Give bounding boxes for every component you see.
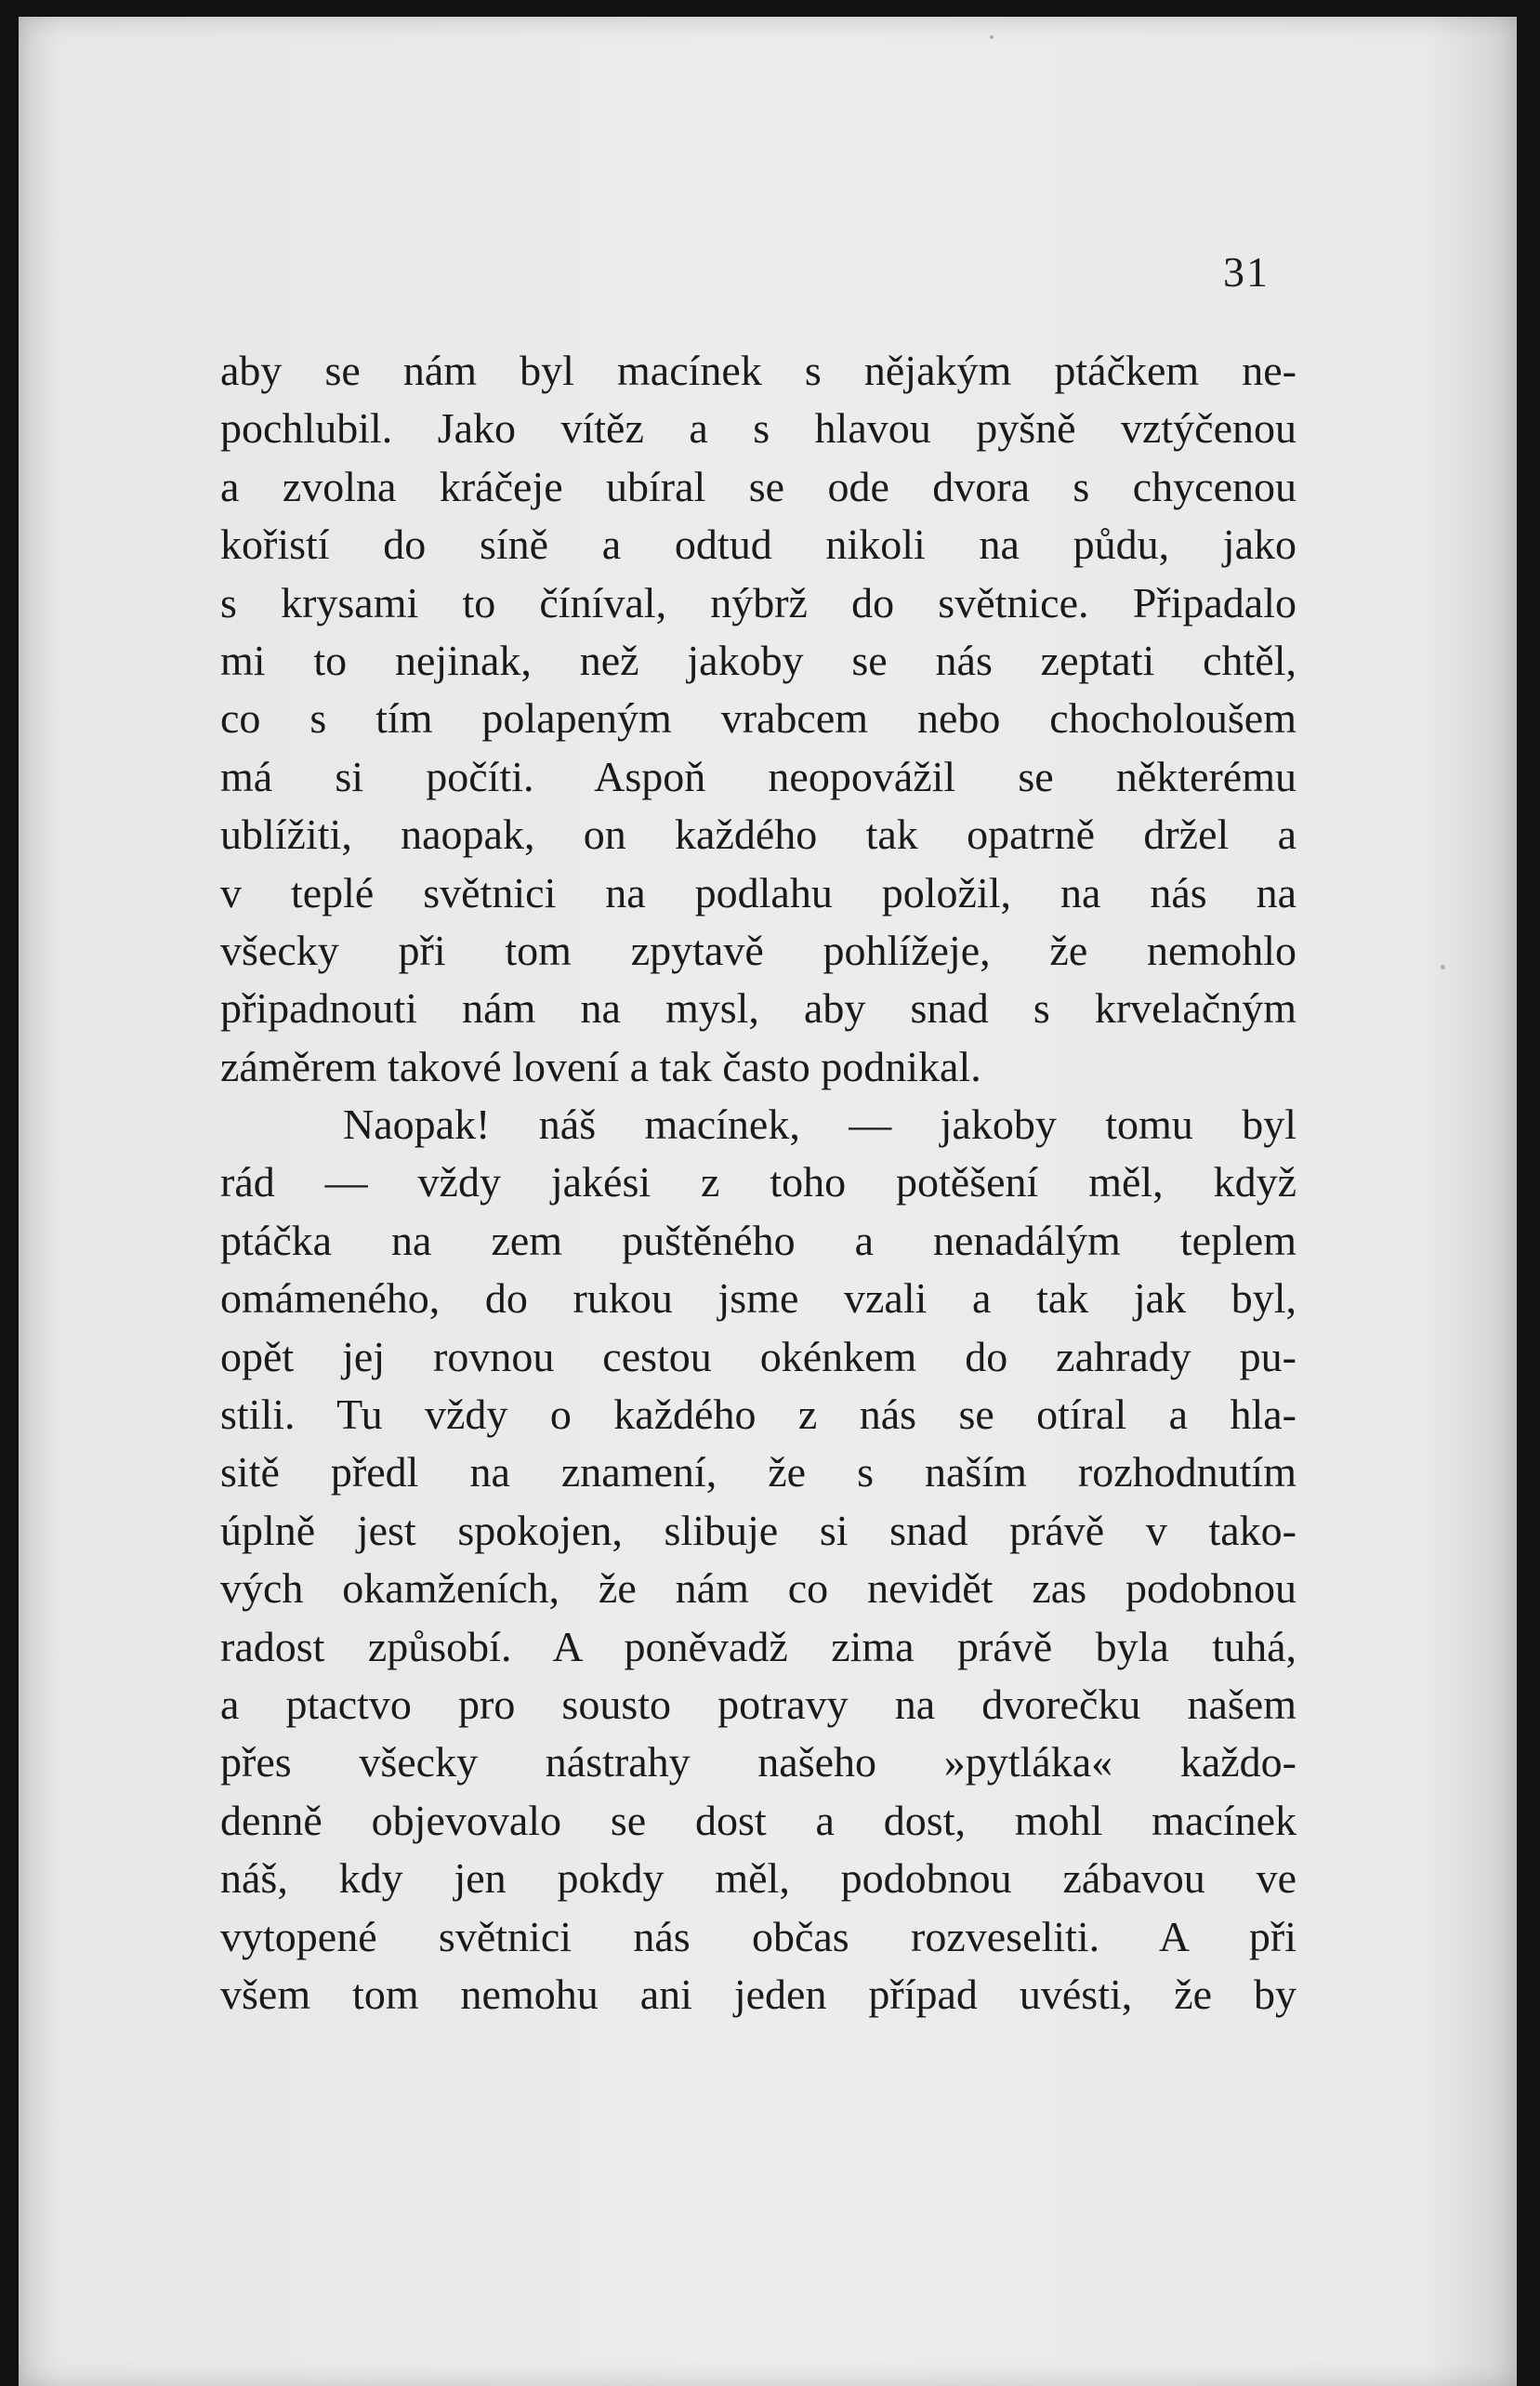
paper-speck: [990, 35, 994, 39]
paper-speck: [1441, 965, 1445, 969]
text-line: vytopené světnici nás občas rozveseliti. A při: [220, 1912, 1296, 1960]
text-line: náš, kdy jen pokdy měl, podobnou zábavou ve: [220, 1854, 1296, 1903]
text-line: rád — vždy jakési z toho potěšení měl, když: [220, 1158, 1296, 1206]
text-line: s krysami to číníval, nýbrž do světnice. Připadalo: [220, 578, 1296, 626]
paragraph-end-line: záměrem takové lovení a tak často podnikal.: [220, 1042, 981, 1090]
text-line: aby se nám byl macínek s nějakým ptáčkem ne-: [220, 347, 1296, 394]
book-page: [19, 17, 1517, 2386]
text-line: má si počíti. Aspoň neopovážil se některému: [220, 752, 1296, 800]
text-line: a ptactvo pro sousto potravy na dvorečku našem: [220, 1680, 1296, 1728]
text-line: co s tím polapeným vrabcem nebo chocholoušem: [220, 694, 1296, 743]
text-line: vých okamženích, že nám co nevidět zas podobnou: [220, 1564, 1296, 1613]
text-line: omámeného, do rukou jsme vzali a tak jak byl,: [220, 1274, 1296, 1323]
text-line: všecky při tom zpytavě pohlížeje, že nemohlo: [220, 926, 1296, 974]
text-line: připadnouti nám na mysl, aby snad s krvelačným: [220, 984, 1296, 1033]
text-line: všem tom nemohu ani jeden případ uvésti, že by: [220, 1970, 1296, 2018]
text-line: stili. Tu vždy o každého z nás se otíral a hla-: [220, 1391, 1296, 1439]
text-line: denně objevovalo se dost a dost, mohl macínek: [220, 1796, 1296, 1844]
text-line: v teplé světnici na podlahu položil, na nás na: [220, 868, 1296, 916]
text-line: přes všecky nástrahy našeho »pytláka« každo-: [220, 1738, 1296, 1786]
text-line: radost způsobí. A poněvadž zima právě byla tuhá,: [220, 1622, 1296, 1670]
text-line: pochlubil. Jako vítěz a s hlavou pyšně vztýčenou: [220, 404, 1296, 453]
text-line: mi to nejinak, než jakoby se nás zeptati chtěl,: [220, 636, 1296, 684]
text-line: úplně jest spokojen, slibuje si snad právě v tako-: [220, 1506, 1296, 1554]
text-line: kořistí do síně a odtud nikoli na půdu, jako: [220, 521, 1296, 569]
paragraph-start-line: Naopak! náš macínek, — jakoby tomu byl: [343, 1101, 1296, 1149]
text-line: ptáčka na zem puštěného a nenadálým teplem: [220, 1216, 1296, 1264]
text-line: a zvolna kráčeje ubíral se ode dvora s chycenou: [220, 462, 1296, 510]
text-line: sitě předl na znamení, že s naším rozhodnutím: [220, 1448, 1296, 1496]
page-number: 31: [1223, 248, 1270, 296]
text-line: ublížiti, naopak, on každého tak opatrně držel a: [220, 811, 1296, 859]
text-line: opět jej rovnou cestou okénkem do zahrady pu-: [220, 1332, 1296, 1380]
body-text: [220, 342, 1296, 2023]
